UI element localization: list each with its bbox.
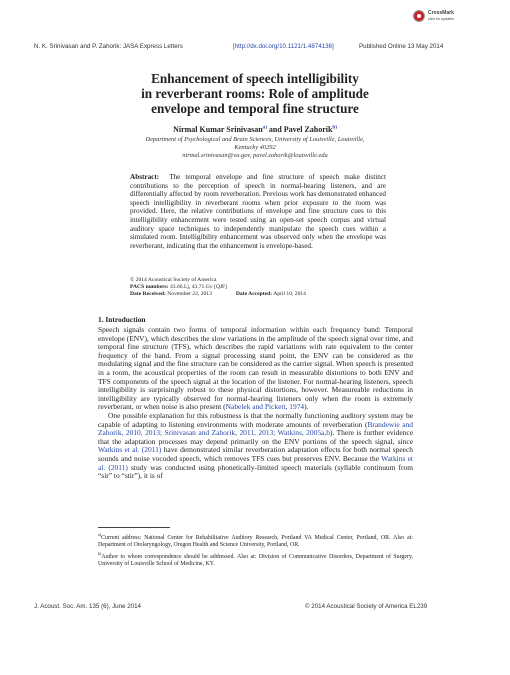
- citation-link[interactable]: Watkins et al. (2011): [98, 453, 413, 472]
- crossmark-badge[interactable]: [413, 8, 473, 24]
- paper-title: [80, 71, 430, 116]
- abstract: [130, 173, 386, 250]
- publication-date: Published Online 13 May 2014: [359, 43, 444, 50]
- author-footnote-mark[interactable]: a): [262, 125, 267, 131]
- footnote-text: Author to whom correspondence should be addressed. Also at: Division of Communicative Disorders, Department of Surgery, University of Louisville School of Medicine, KY.: [98, 553, 413, 567]
- paragraph-text: One possible explanation for this robustness is that the normally functioning auditory system may be capable of adapting to listening environments with moderate amounts of reverberation (: [98, 410, 413, 429]
- body-text: [98, 326, 413, 481]
- citation-link[interactable]: Nabelek and Pickett, 1974: [225, 402, 305, 412]
- copyright-line: © 2014 Acoustical Society of America: [130, 277, 217, 283]
- accepted-date: April 10, 2014: [273, 290, 306, 297]
- journal-citation: J. Acoust. Soc. Am. 135 (6), June 2014: [34, 603, 141, 610]
- paragraph: [98, 412, 413, 481]
- paragraph-text: study was conducted using phonetically-limited speech materials (syllable continuum from “sir” to “stir”), it is of: [98, 462, 413, 481]
- author-emails: nirmal.srinivasan@va.gov, pavel.zahorik@louisville.edu: [182, 152, 328, 159]
- footnote: [98, 531, 413, 550]
- crossmark-label: CrossMark: [428, 10, 454, 16]
- paragraph: [98, 326, 413, 412]
- abstract-label: Abstract:: [130, 173, 160, 181]
- footnotes: [98, 531, 413, 568]
- affiliation-line: Department of Psychological and Brain Sciences, University of Louisville, Louisville,: [145, 136, 365, 143]
- crossmark-icon: [413, 10, 425, 22]
- affiliation: [80, 136, 430, 160]
- crossmark-sublabel: click for updates: [428, 17, 454, 21]
- title-line: envelope and temporal fine structure: [151, 101, 359, 116]
- page-footer-right: © 2014 Acoustical Society of America EL239: [305, 603, 428, 610]
- citation-link[interactable]: Brandewie and Zahorik, 2010, 2013; Srinivasan and Zahorik, 2011, 2013; Watkins, 2005a,b: [98, 419, 413, 438]
- abstract-text: The temporal envelope and fine structure of speech make distinct contributions to the perception of speech in normal-hearing listeners, and are differentially affected by room reverberation. Previous work has demonstrated enhanced speech intelligibility in reverberant rooms when prior exposure to the room was provided. Here, the relative contributions of envelope and fine structure cues to this intelligibility enhancement were tested using an open-set speech corpus and virtual auditory space techniques to independently manipulate the speech cues within a simulated room. Intelligibility enhancement was observed only when the envelope was reverberant, indicating that the enhancement is envelope-based.: [130, 173, 386, 250]
- author-name: Pavel Zahorik: [283, 125, 333, 134]
- received-date: November 22, 2013: [167, 290, 212, 297]
- title-line: in reverberant rooms: Role of amplitude: [141, 86, 369, 101]
- section-heading: 1. Introduction: [98, 315, 146, 324]
- received-label: Date Received:: [130, 290, 166, 297]
- paragraph-text: ).: [304, 402, 309, 412]
- title-line: Enhancement of speech intelligibility: [151, 71, 359, 86]
- paragraph-text: ). There is further evidence that the adaptation processes may depend primarily on the ENV portions of the speech signal, since: [98, 428, 414, 446]
- running-header: N. K. Srinivasan and P. Zahorik: JASA Express Letters: [34, 43, 183, 50]
- footnote-text: Current address: National Center for Rehabilitative Auditory Research, Portland VA Medical Center, Portland, OR. Also at: Department of Otolaryngology, Oregon Health and Science University, Portland, OR.: [98, 534, 413, 549]
- paragraph-text: Speech signals contain two forms of temporal information within each frequency band: Temporal envelope (ENV), which describes the slow variations in the amplitude of the speech signal over time, and temporal fine structure (TFS), which describes the rapid variations with rate equivalent to the center frequency of the band. From a signal processing stand point, the ENV can be considered as the modulating signal and the fine structure can be considered as the carrier signal. When speech is presented in a room, the acoustical properties of the room can result in measurable distortions to both ENV and TFS components of the speech signal at the location of the listener. For normal-hearing listeners, speech intelligibility is surprisingly robust to these physical distortions, however. Measureable reductions in intelligibility are typically observed for normal-hearing listeners only when the room is extremely reverberant, or when noise is also present (: [98, 325, 413, 412]
- footnote-mark: b): [98, 550, 102, 556]
- author-footnote-mark[interactable]: b): [332, 125, 337, 131]
- pacs-label: PACS numbers:: [130, 283, 169, 290]
- pacs-numbers: 43.66.Lj, 43.71.Gv [QJF]: [170, 283, 228, 290]
- affiliation-line: Kentucky 40292: [234, 144, 276, 151]
- doi-link[interactable]: [http://dx.doi.org/10.1121/1.4874136]: [233, 43, 334, 50]
- footnote: [98, 550, 413, 569]
- footnote-mark: a): [98, 532, 102, 537]
- citation-link[interactable]: Watkins et al. (2011): [98, 445, 162, 455]
- article-meta: [130, 277, 386, 298]
- paragraph-text: have demonstrated similar reverberation adaptation effects for both normal speech sounds and noise vocoded speech, which removes TFS cues but preserves ENV. Because the: [98, 445, 414, 463]
- author-name: Nirmal Kumar Srinivasan: [173, 125, 263, 134]
- author-list: [80, 125, 430, 134]
- footnote-divider: [98, 527, 170, 528]
- accepted-label: Date Accepted:: [235, 290, 273, 297]
- author-conjunction: and: [266, 125, 284, 134]
